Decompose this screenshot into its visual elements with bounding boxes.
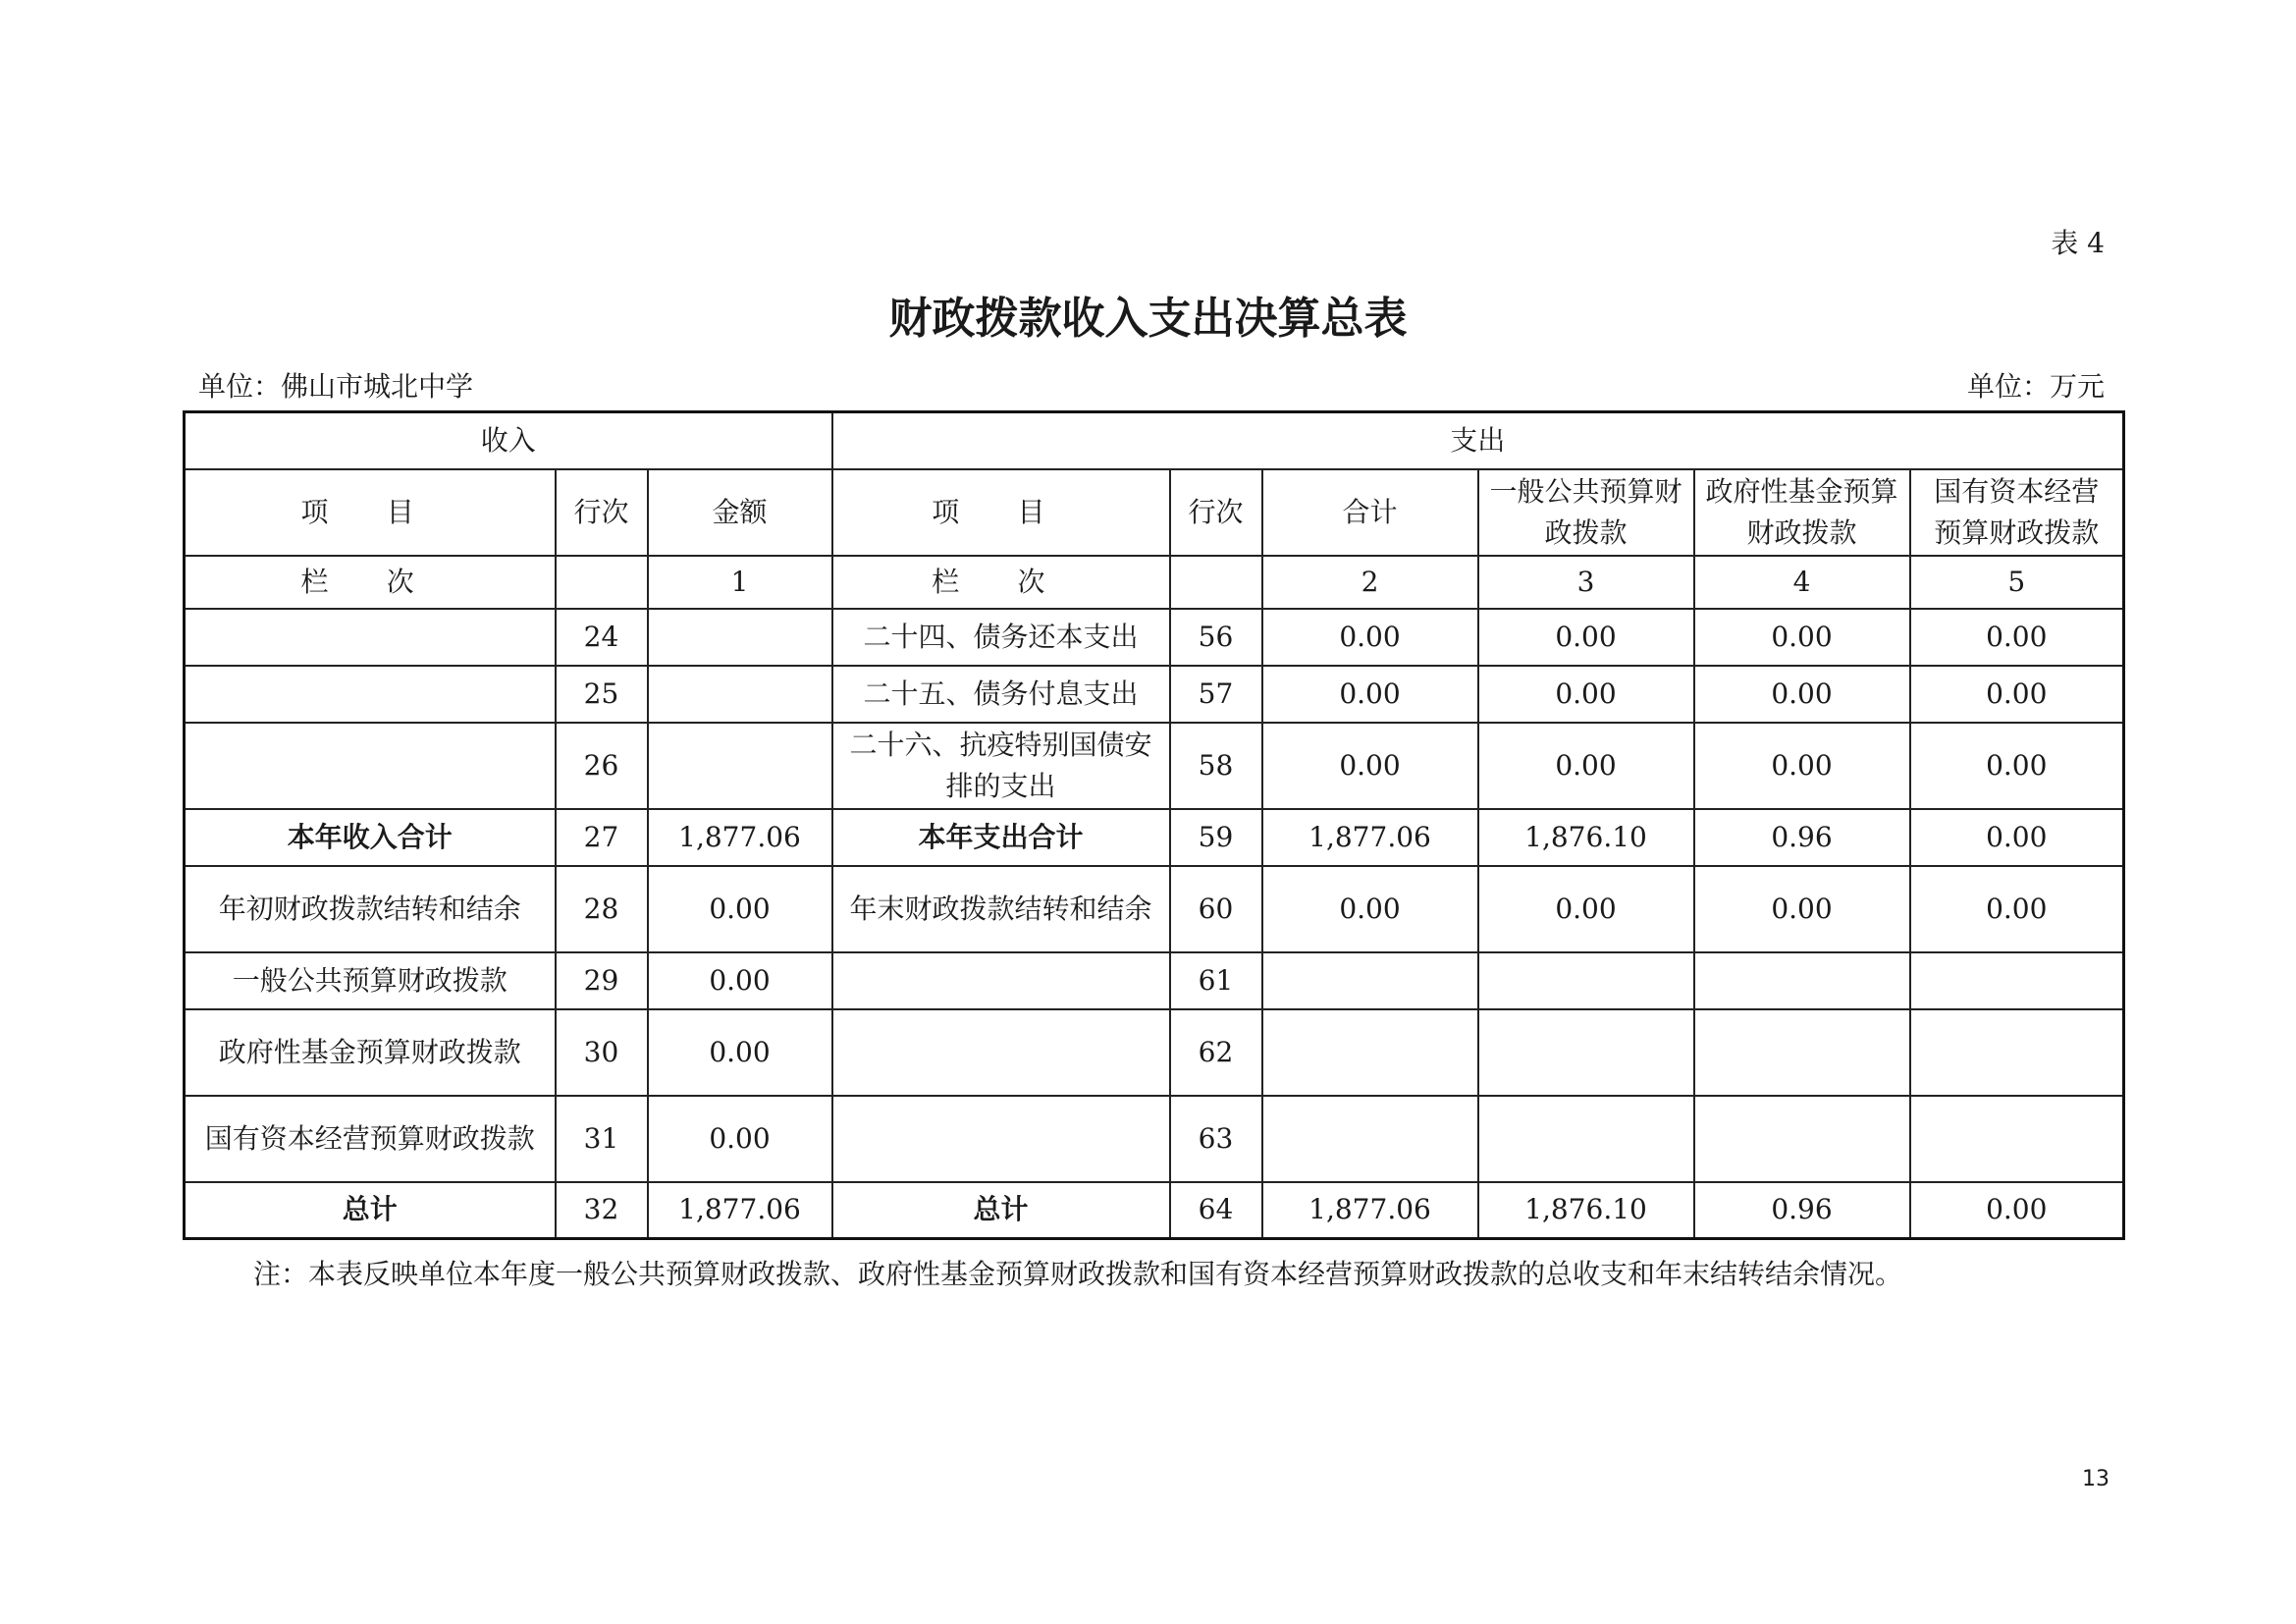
header-ex-item: 项 目 — [832, 469, 1170, 556]
in-item — [185, 666, 556, 723]
capital-value: 0.00 — [1910, 666, 2124, 723]
capital-value: 0.00 — [1910, 1182, 2124, 1239]
ex-row-no: 62 — [1170, 1009, 1262, 1096]
general-value — [1478, 1009, 1694, 1096]
ex-row-no: 60 — [1170, 866, 1262, 952]
in-item — [185, 723, 556, 809]
table-row — [185, 1009, 2124, 1096]
capital-value — [1910, 1096, 2124, 1182]
in-row-no: 31 — [556, 1096, 648, 1182]
in-row-no: 29 — [556, 952, 648, 1009]
capital-value: 0.00 — [1910, 866, 2124, 952]
total-value: 0.00 — [1262, 866, 1478, 952]
header-row-column-index — [185, 556, 2124, 609]
fund-value — [1694, 1096, 1910, 1182]
header-gov-fund: 政府性基金预算财政拨款 — [1694, 469, 1910, 556]
in-row-no: 30 — [556, 1009, 648, 1096]
capital-value: 0.00 — [1910, 723, 2124, 809]
column-index-2: 2 — [1262, 556, 1478, 609]
total-value: 1,877.06 — [1262, 1182, 1478, 1239]
header-ex-row-no: 行次 — [1170, 469, 1262, 556]
fiscal-table — [183, 410, 2125, 1240]
table-row — [185, 723, 2124, 809]
in-item — [185, 609, 556, 666]
general-value: 1,876.10 — [1478, 809, 1694, 866]
table-row — [185, 666, 2124, 723]
ex-item: 二十五、债务付息支出 — [832, 666, 1170, 723]
column-index-4: 4 — [1694, 556, 1910, 609]
general-value: 0.00 — [1478, 666, 1694, 723]
in-item: 本年收入合计 — [185, 809, 556, 866]
column-index-empty — [556, 556, 648, 609]
total-value: 1,877.06 — [1262, 809, 1478, 866]
table-note: 注：本表反映单位本年度一般公共预算财政拨款、政府性基金预算财政拨款和国有资本经营预算财政拨款的总收支和年末结转结余情况。 — [253, 1258, 1903, 1290]
total-value — [1262, 1009, 1478, 1096]
general-value: 0.00 — [1478, 723, 1694, 809]
ex-item: 年末财政拨款结转和结余 — [832, 866, 1170, 952]
column-index-empty — [1170, 556, 1262, 609]
general-value: 0.00 — [1478, 609, 1694, 666]
fund-value: 0.00 — [1694, 609, 1910, 666]
in-amount: 0.00 — [648, 952, 832, 1009]
ex-item — [832, 952, 1170, 1009]
fund-value: 0.00 — [1694, 666, 1910, 723]
in-row-no: 28 — [556, 866, 648, 952]
total-value: 0.00 — [1262, 723, 1478, 809]
in-row-no: 26 — [556, 723, 648, 809]
unit-organization: 单位：佛山市城北中学 — [198, 370, 474, 403]
ex-row-no: 64 — [1170, 1182, 1262, 1239]
ex-row-no: 63 — [1170, 1096, 1262, 1182]
capital-value: 0.00 — [1910, 609, 2124, 666]
table-row — [185, 952, 2124, 1009]
general-value — [1478, 1096, 1694, 1182]
total-value — [1262, 952, 1478, 1009]
ex-item: 二十四、债务还本支出 — [832, 609, 1170, 666]
ex-row-no: 59 — [1170, 809, 1262, 866]
column-index-3: 3 — [1478, 556, 1694, 609]
header-state-capital: 国有资本经营预算财政拨款 — [1910, 469, 2124, 556]
fund-value: 0.00 — [1694, 866, 1910, 952]
table-row-subtotal — [185, 809, 2124, 866]
header-in-item: 项 目 — [185, 469, 556, 556]
header-row-sections — [185, 412, 2124, 469]
page-number: 13 — [2082, 1467, 2109, 1491]
header-income: 收入 — [185, 412, 832, 469]
in-amount — [648, 609, 832, 666]
ex-item: 二十六、抗疫特别国债安排的支出 — [832, 723, 1170, 809]
in-item: 总计 — [185, 1182, 556, 1239]
capital-value: 0.00 — [1910, 809, 2124, 866]
ex-row-no: 61 — [1170, 952, 1262, 1009]
in-amount — [648, 723, 832, 809]
general-value: 1,876.10 — [1478, 1182, 1694, 1239]
capital-value — [1910, 952, 2124, 1009]
column-index-1: 1 — [648, 556, 832, 609]
total-value: 0.00 — [1262, 609, 1478, 666]
fund-value: 0.96 — [1694, 809, 1910, 866]
fund-value — [1694, 1009, 1910, 1096]
in-amount: 0.00 — [648, 1009, 832, 1096]
in-amount: 1,877.06 — [648, 809, 832, 866]
in-amount: 0.00 — [648, 1096, 832, 1182]
in-item: 年初财政拨款结转和结余 — [185, 866, 556, 952]
in-item: 政府性基金预算财政拨款 — [185, 1009, 556, 1096]
fund-value: 0.96 — [1694, 1182, 1910, 1239]
column-label-ex: 栏 次 — [832, 556, 1170, 609]
ex-row-no: 57 — [1170, 666, 1262, 723]
table-row — [185, 866, 2124, 952]
column-index-5: 5 — [1910, 556, 2124, 609]
header-total: 合计 — [1262, 469, 1478, 556]
unit-currency: 单位：万元 — [1966, 370, 2105, 403]
capital-value — [1910, 1009, 2124, 1096]
in-row-no: 27 — [556, 809, 648, 866]
header-expense: 支出 — [832, 412, 2124, 469]
general-value — [1478, 952, 1694, 1009]
ex-item: 本年支出合计 — [832, 809, 1170, 866]
table-number: 表 4 — [2051, 227, 2105, 259]
column-label-in: 栏 次 — [185, 556, 556, 609]
header-in-amount: 金额 — [648, 469, 832, 556]
table-row — [185, 1096, 2124, 1182]
ex-item — [832, 1009, 1170, 1096]
ex-item: 总计 — [832, 1182, 1170, 1239]
in-row-no: 24 — [556, 609, 648, 666]
total-value: 0.00 — [1262, 666, 1478, 723]
table-row-grand-total — [185, 1182, 2124, 1239]
in-amount: 1,877.06 — [648, 1182, 832, 1239]
page-title: 财政拨款收入支出决算总表 — [888, 294, 1408, 344]
in-item: 国有资本经营预算财政拨款 — [185, 1096, 556, 1182]
fund-value — [1694, 952, 1910, 1009]
in-amount — [648, 666, 832, 723]
ex-row-no: 56 — [1170, 609, 1262, 666]
in-row-no: 25 — [556, 666, 648, 723]
in-item: 一般公共预算财政拨款 — [185, 952, 556, 1009]
header-row-columns — [185, 469, 2124, 556]
general-value: 0.00 — [1478, 866, 1694, 952]
ex-row-no: 58 — [1170, 723, 1262, 809]
header-in-row-no: 行次 — [556, 469, 648, 556]
header-general-budget: 一般公共预算财政拨款 — [1478, 469, 1694, 556]
in-amount: 0.00 — [648, 866, 832, 952]
fund-value: 0.00 — [1694, 723, 1910, 809]
ex-item — [832, 1096, 1170, 1182]
total-value — [1262, 1096, 1478, 1182]
table-row — [185, 609, 2124, 666]
in-row-no: 32 — [556, 1182, 648, 1239]
